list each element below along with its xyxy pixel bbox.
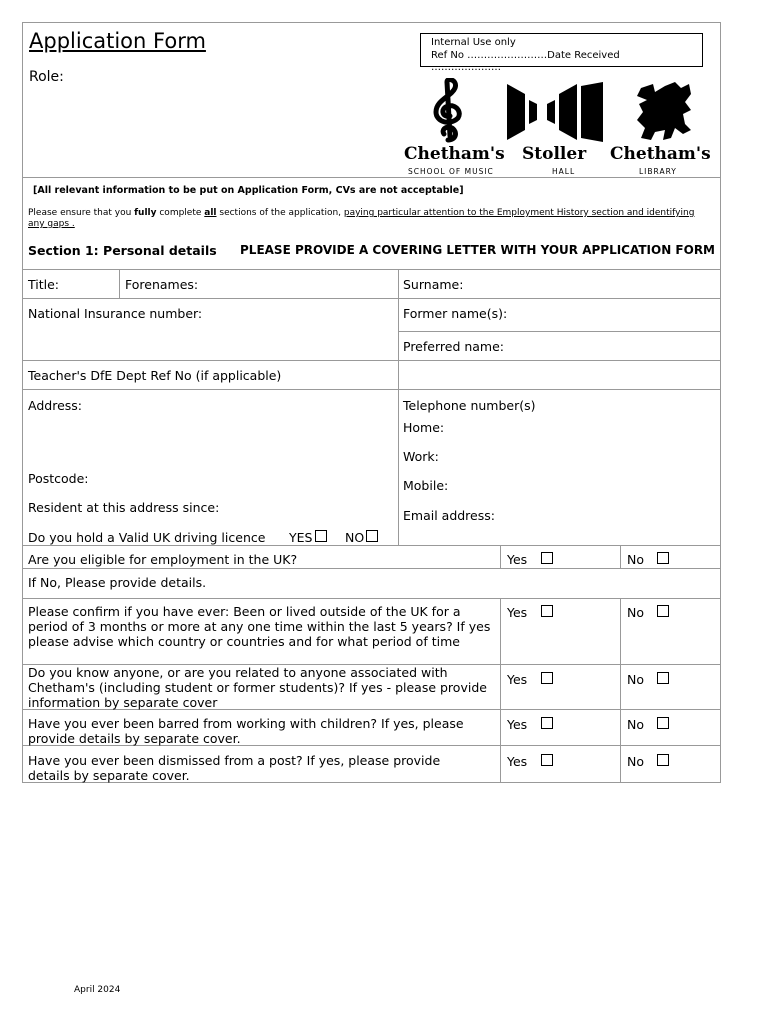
library-label: LIBRARY — [639, 167, 677, 176]
stoller-name: Stoller — [522, 144, 587, 164]
treble-clef-icon — [428, 78, 466, 144]
lived-outside-yes-checkbox[interactable] — [541, 605, 553, 617]
barred-yes-checkbox[interactable] — [541, 717, 553, 729]
dfe-ref-field-label: Teacher's DfE Dept Ref No (if applicable) — [28, 368, 282, 383]
forenames-field-label: Forenames: — [125, 277, 199, 292]
eligibility-question: Are you eligible for employment in the UK? — [28, 552, 298, 567]
internal-use-label: Internal Use only — [431, 37, 516, 48]
hall-label: HALL — [552, 167, 576, 176]
surname-field-label: Surname: — [403, 277, 464, 292]
related-no-label: No — [627, 672, 644, 687]
related-no-checkbox[interactable] — [657, 672, 669, 684]
licence-no-checkbox[interactable] — [366, 530, 378, 542]
mobile-field-label: Mobile: — [403, 478, 449, 493]
covering-letter-note: PLEASE PROVIDE A COVERING LETTER WITH YOUR APPLICATION FORM — [240, 243, 715, 257]
dismissed-no-checkbox[interactable] — [657, 754, 669, 766]
barred-no-label: No — [627, 717, 644, 732]
driving-licence-question: Do you hold a Valid UK driving licence — [28, 530, 266, 545]
barred-no-checkbox[interactable] — [657, 717, 669, 729]
related-yes-checkbox[interactable] — [541, 672, 553, 684]
lived-outside-no-label: No — [627, 605, 644, 620]
section-1-heading: Section 1: Personal details — [28, 243, 217, 258]
if-no-details-label: If No, Please provide details. — [28, 575, 207, 590]
postcode-field-label: Postcode: — [28, 471, 89, 486]
eligible-yes-checkbox[interactable] — [541, 552, 553, 564]
page-title: Application Form — [29, 29, 206, 53]
address-field-label: Address: — [28, 398, 82, 413]
ref-no-line: Ref No ……………………Date Received ………………… — [431, 49, 620, 73]
role-label: Role: — [29, 69, 64, 85]
cv-note: [All relevant information to be put on Application Form, CVs are not acceptable] — [33, 185, 464, 196]
related-question: Do you know anyone, or are you related to anyone associated with Chetham's (including student or former students)? If yes - please provide information by separate cover — [28, 665, 487, 710]
home-phone-field-label: Home: — [403, 420, 445, 435]
stoller-hall-icon — [507, 82, 605, 142]
related-yes-label: Yes — [507, 672, 528, 687]
internal-use-box — [420, 33, 703, 73]
griffin-icon — [631, 80, 695, 142]
chethams-library-name: Chetham's — [610, 144, 711, 164]
lived-outside-question: Please confirm if you have ever: Been or lived outside of the UK for a period of 3 months or more at any one time within the last 5 years? If yes please advise which country or countries and for what period of time — [28, 604, 491, 649]
eligible-yes-label: Yes — [507, 552, 528, 567]
barred-yes-label: Yes — [507, 717, 528, 732]
ni-number-field-label: National Insurance number: — [28, 306, 203, 321]
school-of-music-label: SCHOOL OF MUSIC — [408, 167, 494, 176]
licence-no-label: NO — [345, 530, 365, 545]
lived-outside-no-checkbox[interactable] — [657, 605, 669, 617]
eligible-no-checkbox[interactable] — [657, 552, 669, 564]
telephone-field-label: Telephone number(s) — [403, 398, 536, 413]
email-field-label: Email address: — [403, 508, 495, 523]
dismissed-yes-label: Yes — [507, 754, 528, 769]
dismissed-question: Have you ever been dismissed from a post? If yes, please provide details by separate cover. — [28, 753, 441, 783]
former-names-field-label: Former name(s): — [403, 306, 508, 321]
chethams-school-name: Chetham's — [404, 144, 505, 164]
resident-since-field-label: Resident at this address since: — [28, 500, 220, 515]
ensure-note: Please ensure that you fully complete all sections of the application, paying particular attention to the Employment History section and identifying any gaps . — [28, 208, 695, 229]
title-field-label: Title: — [28, 277, 59, 292]
licence-yes-checkbox[interactable] — [315, 530, 327, 542]
application-form — [22, 22, 721, 783]
lived-outside-yes-label: Yes — [507, 605, 528, 620]
barred-question: Have you ever been barred from working with children? If yes, please provide details by separate cover. — [28, 716, 464, 746]
dismissed-yes-checkbox[interactable] — [541, 754, 553, 766]
eligible-no-label: No — [627, 552, 644, 567]
dismissed-no-label: No — [627, 754, 644, 769]
footer-date: April 2024 — [74, 985, 121, 995]
preferred-name-field-label: Preferred name: — [403, 339, 505, 354]
work-phone-field-label: Work: — [403, 449, 439, 464]
licence-yes-label: YES — [289, 530, 313, 545]
